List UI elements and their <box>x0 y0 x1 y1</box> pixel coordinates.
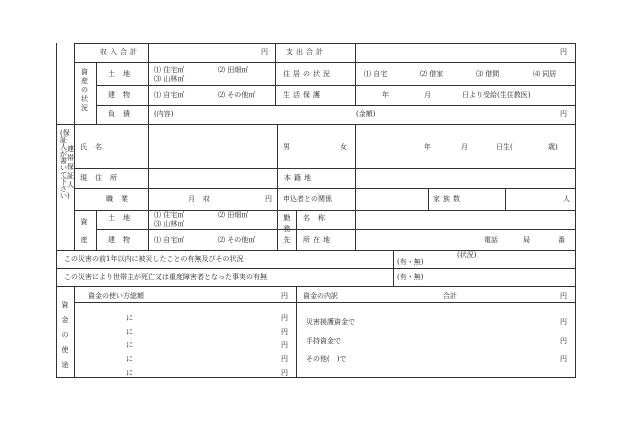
use-item-ni: に <box>126 314 133 322</box>
situation-label: (状況) <box>457 251 477 259</box>
income-total-label: 収入合計 <box>100 48 140 56</box>
rule <box>393 250 394 286</box>
residence-option-cohabit: ⑷ 同居 <box>533 70 557 78</box>
land-option-forest: ⑶ 山林㎡ <box>154 220 185 228</box>
rule <box>56 124 576 125</box>
yen-unit: 円 <box>281 292 288 300</box>
total-use-label: 資金の使い方総額 <box>88 292 144 300</box>
rule <box>96 62 97 124</box>
family-count-label: 家族数 <box>433 195 463 203</box>
rule <box>74 62 576 63</box>
rule <box>56 377 576 378</box>
yen-unit: 円 <box>560 337 567 345</box>
persons-unit: 人 <box>563 195 570 203</box>
yen-unit: 円 <box>281 328 288 336</box>
number-unit: 番 <box>558 236 565 244</box>
rule <box>428 188 429 210</box>
building-label: 建物 <box>108 236 138 244</box>
building-option-other: ⑵ その他㎡ <box>218 236 256 244</box>
rule <box>74 286 75 377</box>
yen-unit: 円 <box>281 369 288 377</box>
building-option-home: ⑴ 自宅㎡ <box>154 91 185 99</box>
guarantor-label: 連帯保証人 <box>67 145 74 189</box>
debt-content-label: (内容) <box>154 110 174 118</box>
rule <box>74 188 576 189</box>
rule <box>74 210 576 211</box>
occupation-label: 職業 <box>106 195 136 203</box>
debt-amount-label: (金額) <box>356 110 376 118</box>
age-label: 歳) <box>548 143 558 151</box>
assets-status-label: 資産の状況 <box>81 68 88 112</box>
debt-label: 負債 <box>108 110 138 118</box>
fund-use-label: 資金の使途 <box>61 301 69 369</box>
rule <box>74 43 576 44</box>
residence-option-room: ⑶ 借間 <box>476 70 500 78</box>
rule <box>296 302 576 303</box>
rule <box>296 210 297 250</box>
rule <box>148 124 149 250</box>
building-option-other: ⑵ その他㎡ <box>218 91 256 99</box>
relation-label: 申込者との関係 <box>283 195 332 203</box>
use-item-ni: に <box>126 355 133 363</box>
rule <box>56 286 576 287</box>
birth-month-unit: 月 <box>461 143 468 151</box>
other-fund-label: その他( )で <box>306 355 347 363</box>
rule <box>56 268 576 269</box>
employer-name-label: 名称 <box>303 214 333 222</box>
yes-no-option: (有・無) <box>397 258 424 266</box>
yen-unit: 円 <box>560 292 567 300</box>
name-label: 氏名 <box>80 143 110 151</box>
land-option-field: ⑵ 田畑㎡ <box>218 211 249 219</box>
yen-unit: 円 <box>560 110 567 118</box>
land-option-field: ⑵ 田畑㎡ <box>218 66 249 74</box>
female-option: 女 <box>340 143 347 151</box>
rule <box>148 43 149 124</box>
land-label: 土地 <box>108 70 138 78</box>
disaster-question-death: この災害により世帯主が死亡又は重度障害者となった事実の有無 <box>64 273 267 281</box>
residence-option-own: ⑴ 自宅 <box>364 70 388 78</box>
yes-no-option: (有・無) <box>397 273 424 281</box>
rule <box>296 286 297 377</box>
domicile-label: 本籍地 <box>284 174 314 182</box>
bureau-unit: 局 <box>523 236 530 244</box>
relief-fund-label: 災害援護資金で <box>306 318 355 326</box>
total-label: 合計 <box>443 292 457 300</box>
rule <box>96 210 97 250</box>
rule <box>355 124 356 210</box>
rule <box>74 302 296 303</box>
rule <box>56 43 57 377</box>
land-option-forest: ⑶ 山林㎡ <box>154 75 185 83</box>
own-fund-label: 手持資金で <box>306 337 341 345</box>
yen-unit: 円 <box>281 314 288 322</box>
building-option-home: ⑴ 自宅㎡ <box>154 236 185 244</box>
expense-total-label: 支出合計 <box>286 48 326 56</box>
yen-unit: 円 <box>281 341 288 349</box>
rule <box>355 43 356 105</box>
rule <box>355 210 356 250</box>
yen-unit: 円 <box>560 318 567 326</box>
use-item-ni: に <box>126 341 133 349</box>
rule <box>56 250 576 251</box>
birth-year-unit: 年 <box>424 143 431 151</box>
monthly-income-label: 月収 <box>188 195 218 203</box>
residence-option-rent: ⑵ 借家 <box>420 70 444 78</box>
yen-unit: 円 <box>281 355 288 363</box>
disaster-question-prior: この災害の前1年以内に被災したことの有無及びその状況 <box>64 255 244 263</box>
rule <box>96 105 576 106</box>
use-item-ni: に <box>126 369 133 377</box>
address-label: 現住所 <box>80 174 125 182</box>
month-unit: 月 <box>424 91 431 99</box>
year-unit: 年 <box>382 91 389 99</box>
rule <box>96 85 576 86</box>
guarantor-note: (保証人が書いて下さい) <box>60 129 70 200</box>
yen-unit: 円 <box>560 355 567 363</box>
phone-label: 電話 <box>484 236 498 244</box>
employer-label: 勤務先 <box>283 214 291 244</box>
rule <box>275 43 276 105</box>
building-label: 建物 <box>108 91 138 99</box>
fund-breakdown-label: 資金の内訳 <box>303 292 338 300</box>
residence-status-label: 住居の状況 <box>283 70 333 78</box>
rule <box>575 43 576 377</box>
land-option-house: ⑴ 住宅㎡ <box>154 211 185 219</box>
land-option-house: ⑴ 住宅㎡ <box>154 66 185 74</box>
use-item-ni: に <box>126 328 133 336</box>
yen-unit: 円 <box>265 195 272 203</box>
location-label: 所在地 <box>303 236 333 244</box>
birth-day-label: 日生( <box>496 143 513 151</box>
male-option: 男 <box>283 143 290 151</box>
rule <box>96 229 576 230</box>
yen-unit: 円 <box>261 48 268 56</box>
asset-label: 資産 <box>80 218 88 244</box>
rule <box>505 188 506 210</box>
land-label: 土地 <box>108 214 138 222</box>
rule <box>74 43 75 250</box>
rule <box>74 168 576 169</box>
welfare-since-text: 日より受給(生住教医) <box>462 91 531 99</box>
livelihood-label: 生活保護 <box>283 91 323 99</box>
rule <box>277 124 278 250</box>
yen-unit: 円 <box>560 48 567 56</box>
